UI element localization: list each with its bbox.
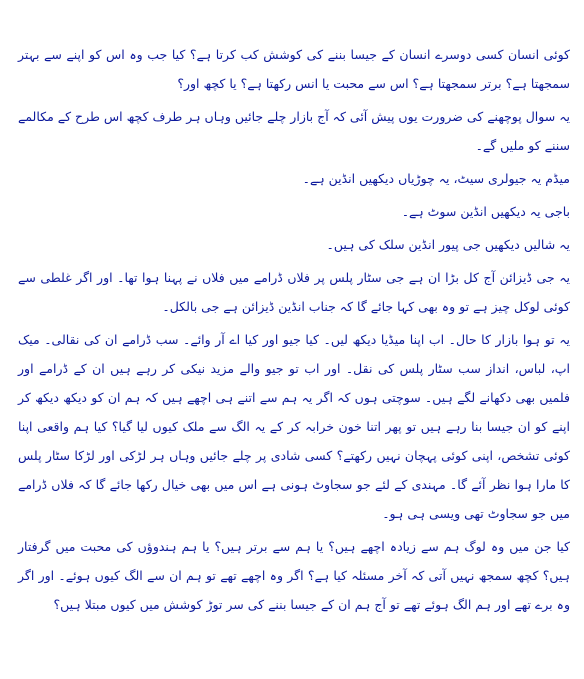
paragraph-opening-question: کوئی انسان کسی دوسرے انسان کے جیسا بننے کی کوشش کب کرتا ہے؟ کیا جب وہ اس کو اپنے سے بہتر سمجھتا ہے؟ برتر سمجھتا ہے؟ اس سے محبت یا انس رکھتا ہے؟ یا کچھ اور؟ xyxy=(18,47,570,91)
paragraph-market-dialogues: یہ سوال پوچھنے کی ضرورت یوں پیش آئی کہ آج بازار چلے جائیں وہاں ہر طرف کچھ اس طرح کے مکالمے سننے کو ملیں گے۔ xyxy=(18,109,570,153)
paragraph-media-imitation: یہ تو ہوا بازار کا حال۔ اب اپنا میڈیا دیکھ لیں۔ کیا جیو اور کیا اے آر وائے۔ سب ڈرامے ان کی نقالی۔ میک اپ، لباس، انداز سب سٹار پلس کی نقل۔ اور اب تو جیو والے مزید نیکی کر رہے ہیں ان کے ڈرامے اور فلمیں بھی دکھانے لگے ہیں۔ سوچتی ہوں کہ اگر یہ ہم سے اتنے ہی اچھے ہیں کہ ہم ان کو دیکھ دیکھ کر اپنے کو ان جیسا بنا رہے ہیں تو پھر اتنا خون خرابہ کر کے یہ الگ سے ملک کیوں لیا گیا؟ کیا ہم واقعی اپنا کوئی تشخص، اپنی کوئی پہچان نہیں رکھتے؟ کسی شادی پر چلے جائیں وہاں ہر لڑکی اور لڑکا سٹار پلس کا مارا ہوا نظر آئے گا۔ مہندی کے لئے جو سجاوٹ ہونی ہے اس میں بھی خیال رکھا جائے گا کہ فلاں ڈرامے میں جو سجاوٹ تھی ویسی ہی ہو۔ xyxy=(18,332,570,521)
paragraph-indian-suit: باجی یہ دیکھیں انڈین سوٹ ہے۔ xyxy=(401,204,570,219)
paragraph-silk-shawls: یہ شالیں دیکھیں جی پیور انڈین سلک کی ہیں۔ xyxy=(326,237,570,252)
paragraph-jewelry-set: میڈم یہ جیولری سیٹ، یہ چوڑیاں دیکھیں انڈین ہے۔ xyxy=(302,171,570,186)
article-body xyxy=(18,40,570,623)
paragraph-closing-questions: کیا جن میں وہ لوگ ہم سے زیادہ اچھے ہیں؟ یا ہم سے برتر ہیں؟ یا ہم ہندوؤں کی محبت میں گرفتار ہیں؟ کچھ سمجھ نہیں آتی کہ آخر مسئلہ کیا ہے؟ اگر وہ اچھے تھے تو ہم ان سے الگ کیوں ہوئے۔ اور اگر وہ برے تھے اور ہم الگ ہوئے تھے تو آج ہم ان کے جیسا بننے کی سر توڑ کوشش میں کیوں مبتلا ہیں؟ xyxy=(18,539,570,612)
paragraph-star-plus-design: یہ جی ڈیزائن آج کل بڑا ان ہے جی سٹار پلس پر فلاں ڈرامے میں فلاں نے پہنا ہوا تھا۔ اور اگر غلطی سے کوئی لوکل چیز ہے تو وہ بھی کہا جائے گا کہ جناب انڈین ڈیزائن ہے جی بالکل۔ xyxy=(18,270,570,314)
